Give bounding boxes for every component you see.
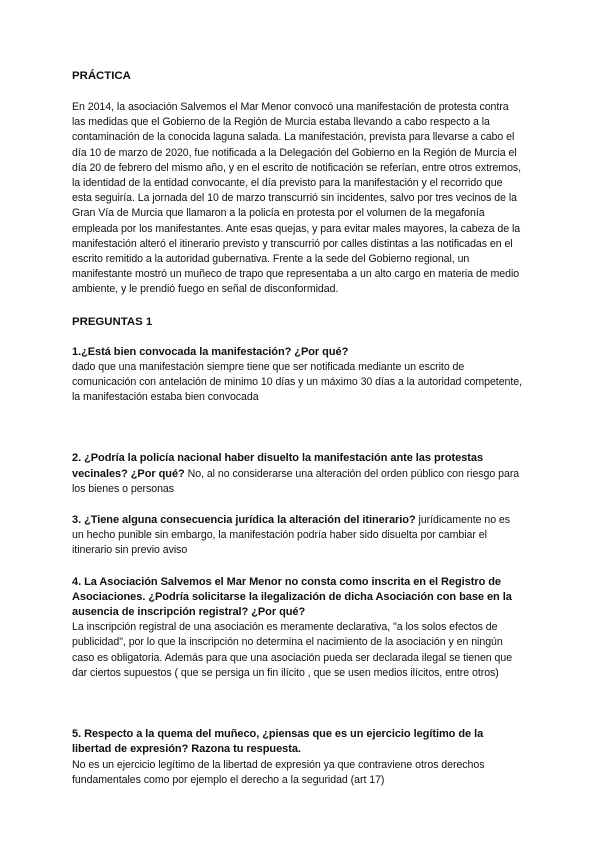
question-1-text: 1.¿Está bien convocada la manifestación? ¿Por qué? — [72, 345, 349, 358]
question-2 — [72, 451, 524, 497]
document-title: PRÁCTICA — [72, 70, 131, 82]
question-3-answer: jurídicamente no es un hecho punible sin embargo, la manifestación podría haber sido disuelta por cambiar el itinerario sin previo aviso — [72, 514, 511, 557]
question-5-text: 5. Respecto a la quema del muñeco, ¿piensas que es un ejercicio legítimo de la libertad de expresión? Razona tu respuesta. — [72, 728, 484, 756]
question-2-answer: No, al no considerarse una alteración del orden público con riesgo para los bienes o personas — [72, 467, 520, 495]
question-1 — [72, 345, 524, 406]
question-4-text: 4. La Asociación Salvemos el Mar Menor no consta como inscrita en el Registro de Asociaciones. ¿Podría solicitarse la ilegalización de dicha Asociación con base en la ausencia de inscripción registral? ¿Por qué? — [72, 575, 512, 619]
question-5 — [72, 727, 524, 788]
question-1-answer: dado que una manifestación siempre tiene que ser notificada mediante un escrito de comunicación con antelación de minimo 10 días y un máximo 30 días a la autoridad competente, la manifestación estaba bien convocada — [72, 360, 523, 404]
document-page — [72, 68, 524, 788]
question-5-answer: No es un ejercicio legítimo de la libertad de expresión ya que contraviene otros derechos fundamentales como por ejemplo el derecho a la seguridad (art 17) — [72, 758, 485, 786]
question-4-answer: La inscripción registral de una asociación es meramente declarativa, "a los solos efectos de publicidad", por lo que la inscripción no determina el nacimiento de la asociación y en ningún caso es obligatoria. Además para que una asociación pueda ser declarada ilegal se tienen que dar ciertos supuestos ( que se persiga un fin ilícito , que se usen medios ilícitos, entre otros) — [72, 621, 513, 679]
question-4 — [72, 575, 524, 681]
question-3-text: 3. ¿Tiene alguna consecuencia jurídica la alteración del itinerario? — [72, 514, 416, 527]
question-2-text: 2. ¿Podría la policía nacional haber disuelto la manifestación ante las protestas vecinales? ¿Por qué? — [72, 452, 484, 480]
intro-paragraph: En 2014, la asociación Salvemos el Mar Menor convocó una manifestación de protesta contra las medidas que el Gobierno de la Región de Murcia estaba llevando a cabo respecto a la contaminación de la conocida laguna salada. La manifestación, prevista para llevarse a cabo el día 10 de marzo de 2020, fue notificada a la Delegación del Gobierno en la Región de Murcia el día 20 de febrero del mismo año, y en el escrito de notificación se referían, entre otros extremos, la identidad de la entidad convocante, el día previsto para la manifestación y el recorrido que esta seguiría. La jornada del 10 de marzo transcurrió sin incidentes, salvo por tres vecinos de la Gran Vía de Murcia que llamaron a la policía en protesta por el volumen de la megafonía empleada por los manifestantes. Ante esas quejas, y para evitar males mayores, la cabeza de la manifestación alteró el itinerario previsto y transcurrió por calles distintas a las notificadas en el escrito remitido a la autoridad gubernativa. Frente a la sede del Gobierno regional, un manifestante mostró un muñeco de trapo que representaba a un alto cargo en materia de medio ambiente, y le prendió fuego en señal de disconformidad. — [72, 101, 522, 296]
question-3 — [72, 513, 524, 559]
questions-heading: PREGUNTAS 1 — [72, 315, 153, 328]
